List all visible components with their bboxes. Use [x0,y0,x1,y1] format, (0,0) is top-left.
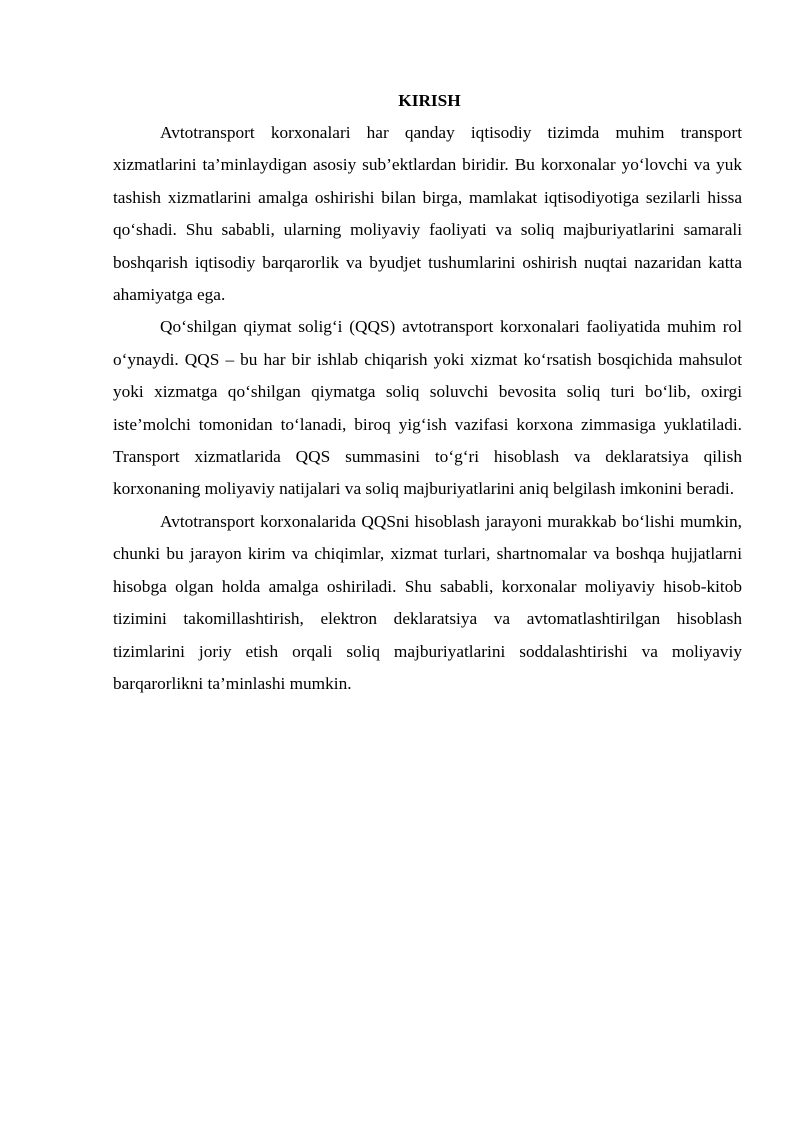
paragraph-2: Qo‘shilgan qiymat solig‘i (QQS) avtotransport korxonalari faoliyatida muhim rol o‘ynaydi. QQS – bu har bir ishlab chiqarish yoki xizmat ko‘rsatish bosqichida mahsulot yoki xizmatga qo‘shilgan qiymatga soliq soluvchi bevosita soliq turi bo‘lib, oxirgi iste’molchi tomonidan to‘lanadi, biroq yig‘ish vazifasi korxona zimmasiga yuklatiladi. Transport xizmatlarida QQS summasini to‘g‘ri hisoblash va deklaratsiya qilish korxonaning moliyaviy natijalari va soliq majburiyatlarini aniq belgilash imkonini beradi. [113,317,742,499]
paragraph-1: Avtotransport korxonalari har qanday iqtisodiy tizimda muhim transport xizmatlarini ta’minlaydigan asosiy sub’ektlardan biridir. Bu korxonalar yo‘lovchi va yuk tashish xizmatlarini amalga oshirishi bilan birga, mamlakat iqtisodiyotiga sezilarli hissa qo‘shadi. Shu sababli, ularning moliyaviy faoliyati va soliq majburiyatlarini samarali boshqarish iqtisodiy barqarorlik va byudjet tushumlarini oshirish nuqtai nazaridan katta ahamiyatga ega. [113,123,742,305]
document-page [113,89,742,700]
page-title: KIRISH [398,91,461,110]
paragraph-3: Avtotransport korxonalarida QQSni hisoblash jarayoni murakkab bo‘lishi mumkin, chunki bu jarayon kirim va chiqimlar, xizmat turlari, shartnomalar va boshqa hujjatlarni hisobga olgan holda amalga oshiriladi. Shu sababli, korxonalar moliyaviy hisob-kitob tizimini takomillashtirish, elektron deklaratsiya va avtomatlashtirilgan hisoblash tizimlarini joriy etish orqali soliq majburiyatlarini soddalashtirishi va moliyaviy barqarorlikni ta’minlashi mumkin. [113,511,742,693]
